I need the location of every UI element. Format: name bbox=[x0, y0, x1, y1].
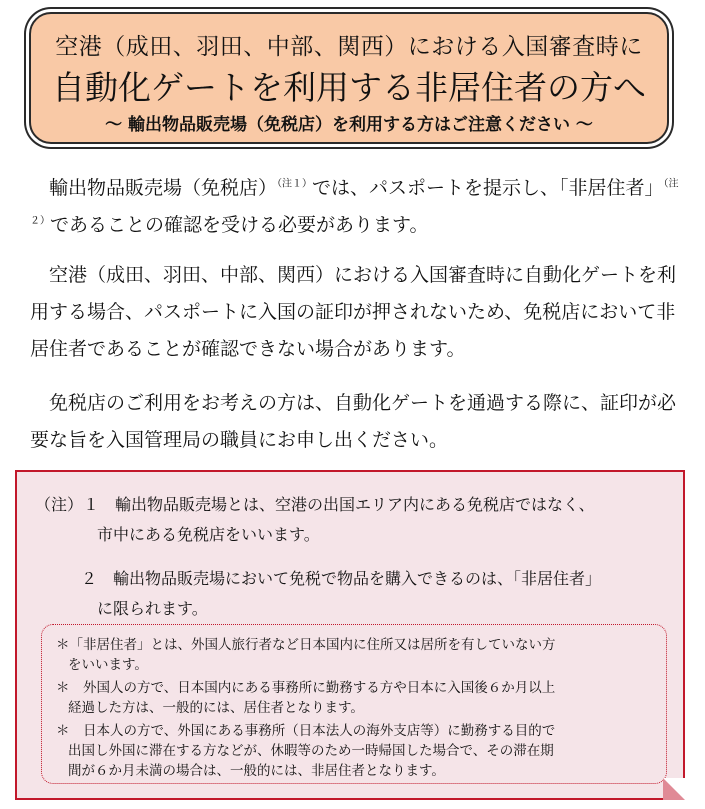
bullet-1-line-1: ＊「非居住者」とは、外国人旅行者など日本国内に住所又は居所を有していない方 bbox=[56, 637, 556, 653]
note-2-line-1: ２ 輸出物品販売場において免税で物品を購入できるのは、「非居住者」 bbox=[81, 569, 602, 588]
paragraph-1-text-b: では、パスポートを提示し、「非居住者」 bbox=[312, 177, 664, 199]
bullet-1-line-2: をいいます。 bbox=[68, 657, 148, 673]
page-fold-corner bbox=[663, 778, 685, 800]
paragraph-3: 免税店のご利用をお考えの方は、自動化ゲートを通過する際に、証印が必要な旨を入国管理局の職員にお申し出ください。 bbox=[30, 392, 677, 451]
bullet-3-line-1: ＊ 日本人の方で、外国にある事務所（日本法人の海外支店等）に勤務する目的で bbox=[56, 723, 556, 739]
title-main: 自動化ゲートを利用する非居住者の方へ bbox=[52, 68, 646, 107]
note-ref-2: （注２） bbox=[30, 178, 679, 227]
bullet-3-line-3: 間が６か月未満の場合は、一般的には、非居住者となります。 bbox=[68, 763, 445, 779]
title-line-1: 空港（成田、羽田、中部、関西）における入国審査時に bbox=[55, 34, 643, 60]
note-1-line-1: （注）１ 輸出物品販売場とは、空港の出国エリア内にある免税店ではなく、 bbox=[35, 495, 595, 514]
resident-definition-box bbox=[41, 624, 667, 784]
title-banner bbox=[29, 12, 669, 144]
paragraph-1-text-c: であることの確認を受ける必要があります。 bbox=[50, 214, 429, 236]
bullet-2-line-1: ＊ 外国人の方で、日本国内にある事務所に勤務する方や日本に入国後６か月以上 bbox=[56, 680, 556, 696]
title-subtitle: ～ 輸出物品販売場（免税店）を利用する方はご注意ください ～ bbox=[105, 115, 593, 135]
paragraph-2: 空港（成田、羽田、中部、関西）における入国審査時に自動化ゲートを利用する場合、パスポートに入国の証印が押されないため、免税店において非居住者であることが確認できない場合があります。 bbox=[30, 264, 677, 360]
paragraph-1-text-a: 輸出物品販売場（免税店） bbox=[49, 177, 278, 199]
notes-box bbox=[15, 470, 685, 800]
bullet-3-line-2: 出国し外国に滞在する方などが、休暇等のため一時帰国した場合で、その滞在期 bbox=[68, 743, 554, 759]
note-1-line-2: 市中にある免税店をいいます。 bbox=[97, 525, 320, 544]
bullet-2-line-2: 経過した方は、一般的には、居住者となります。 bbox=[68, 700, 364, 716]
paragraph-1 bbox=[30, 170, 690, 244]
note-ref-1: （注１） bbox=[277, 178, 313, 190]
note-2-line-2: に限られます。 bbox=[97, 599, 208, 618]
